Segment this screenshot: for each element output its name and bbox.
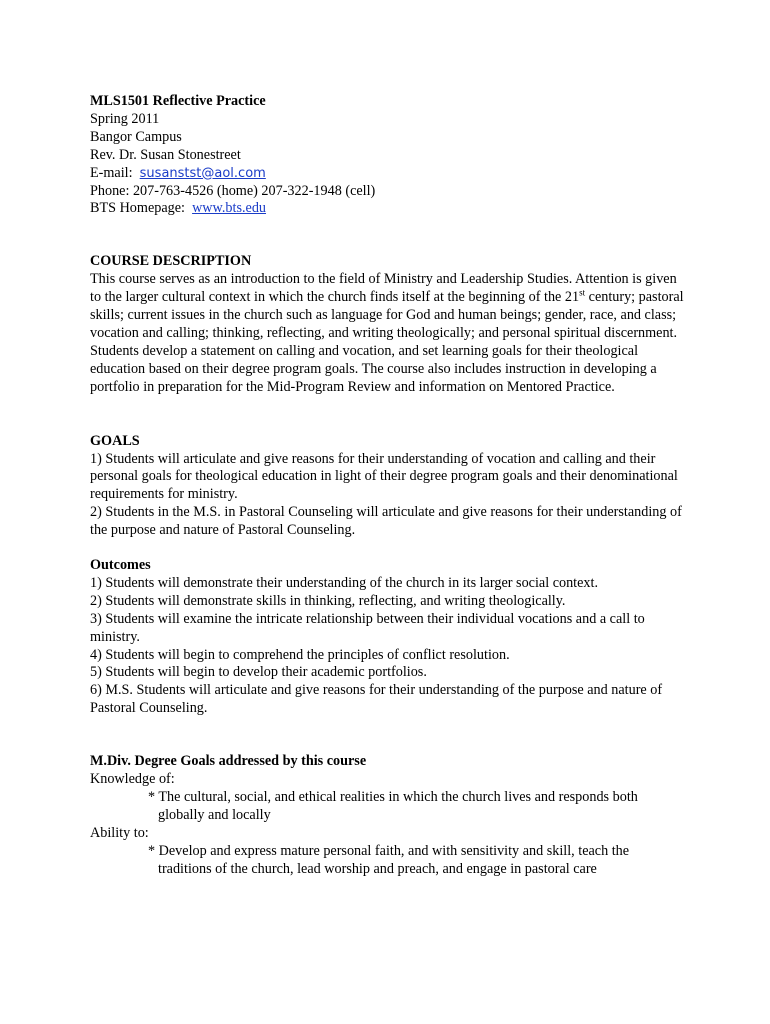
- outcome-item: 3) Students will examine the intricate relationship between their individual vocations and a call to ministry.: [90, 610, 645, 645]
- course-description-paragraph-2: Students develop a statement on calling and vocation, and set learning goals for their theological education based on their degree program goals. The course also includes instruction in developing a portfolio in preparation for the Mid-Program Review and information on Mentored Practice.: [90, 342, 657, 395]
- email-link[interactable]: susanstst@aol.com: [139, 165, 266, 181]
- outcome-item: 1) Students will demonstrate their understanding of the church in its larger social context.: [90, 574, 598, 591]
- ordinal-suffix: st: [579, 287, 586, 298]
- knowledge-item-line: * The cultural, social, and ethical realities in which the church lives and responds both: [148, 789, 638, 805]
- email-label: E-mail:: [90, 164, 133, 181]
- knowledge-item-line: globally and locally: [158, 806, 271, 823]
- knowledge-label: Knowledge of:: [90, 771, 175, 788]
- homepage-label: BTS Homepage:: [90, 200, 185, 217]
- course-description-heading: COURSE DESCRIPTION: [90, 253, 252, 270]
- homepage-line: [90, 200, 690, 218]
- ability-item: [90, 843, 690, 879]
- syllabus-body: [90, 93, 690, 879]
- outcomes-heading: Outcomes: [90, 557, 151, 574]
- goals-heading: GOALS: [90, 432, 140, 449]
- ability-item-line: traditions of the church, lead worship and preach, and engage in pastoral care: [158, 860, 597, 877]
- goal-item: 2) Students in the M.S. in Pastoral Counseling will articulate and give reasons for their understanding of the purpose and nature of Pastoral Counseling.: [90, 504, 682, 539]
- email-line: [90, 165, 690, 183]
- mdiv-goals-heading: M.Div. Degree Goals addressed by this course: [90, 753, 367, 770]
- ability-item-line: * Develop and express mature personal faith, and with sensitivity and skill, teach the: [148, 842, 630, 859]
- instructor: Rev. Dr. Susan Stonestreet: [90, 146, 241, 163]
- outcome-item: 6) M.S. Students will articulate and give reasons for their understanding of the purpose and nature of Pastoral Counseling.: [90, 682, 663, 717]
- goal-item: 1) Students will articulate and give reasons for their understanding of vocation and calling and their personal goals for theological education in light of their degree program goals and their denominational requirements for ministry.: [90, 450, 678, 503]
- description-text: This course serves as an introduction to the field of Ministry and Leadership Studies. Attention is given to the larger cultural context in which the church finds itself at the beginning of the 21: [90, 271, 677, 306]
- course-title: MLS1501 Reflective Practice: [90, 93, 266, 109]
- outcome-item: 2) Students will demonstrate skills in thinking, reflecting, and writing theologically.: [90, 592, 566, 609]
- term: Spring 2011: [90, 110, 160, 127]
- outcome-item: 4) Students will begin to comprehend the principles of conflict resolution.: [90, 646, 510, 663]
- phone-line: Phone: 207-763-4526 (home) 207-322-1948 (cell): [90, 182, 376, 199]
- outcome-item: 5) Students will begin to develop their academic portfolios.: [90, 664, 427, 681]
- campus: Bangor Campus: [90, 128, 182, 145]
- homepage-link[interactable]: www.bts.edu: [192, 200, 267, 217]
- ability-label: Ability to:: [90, 824, 149, 841]
- knowledge-item: [90, 789, 690, 825]
- description-text-cont: century; pastoral skills; current issues in the church such as language for God and human beings; gender, race, and class; vocation and calling; thinking, reflecting, and writing theologically; and personal spiritual discernment.: [90, 289, 684, 341]
- course-description-paragraph-1: [90, 271, 690, 343]
